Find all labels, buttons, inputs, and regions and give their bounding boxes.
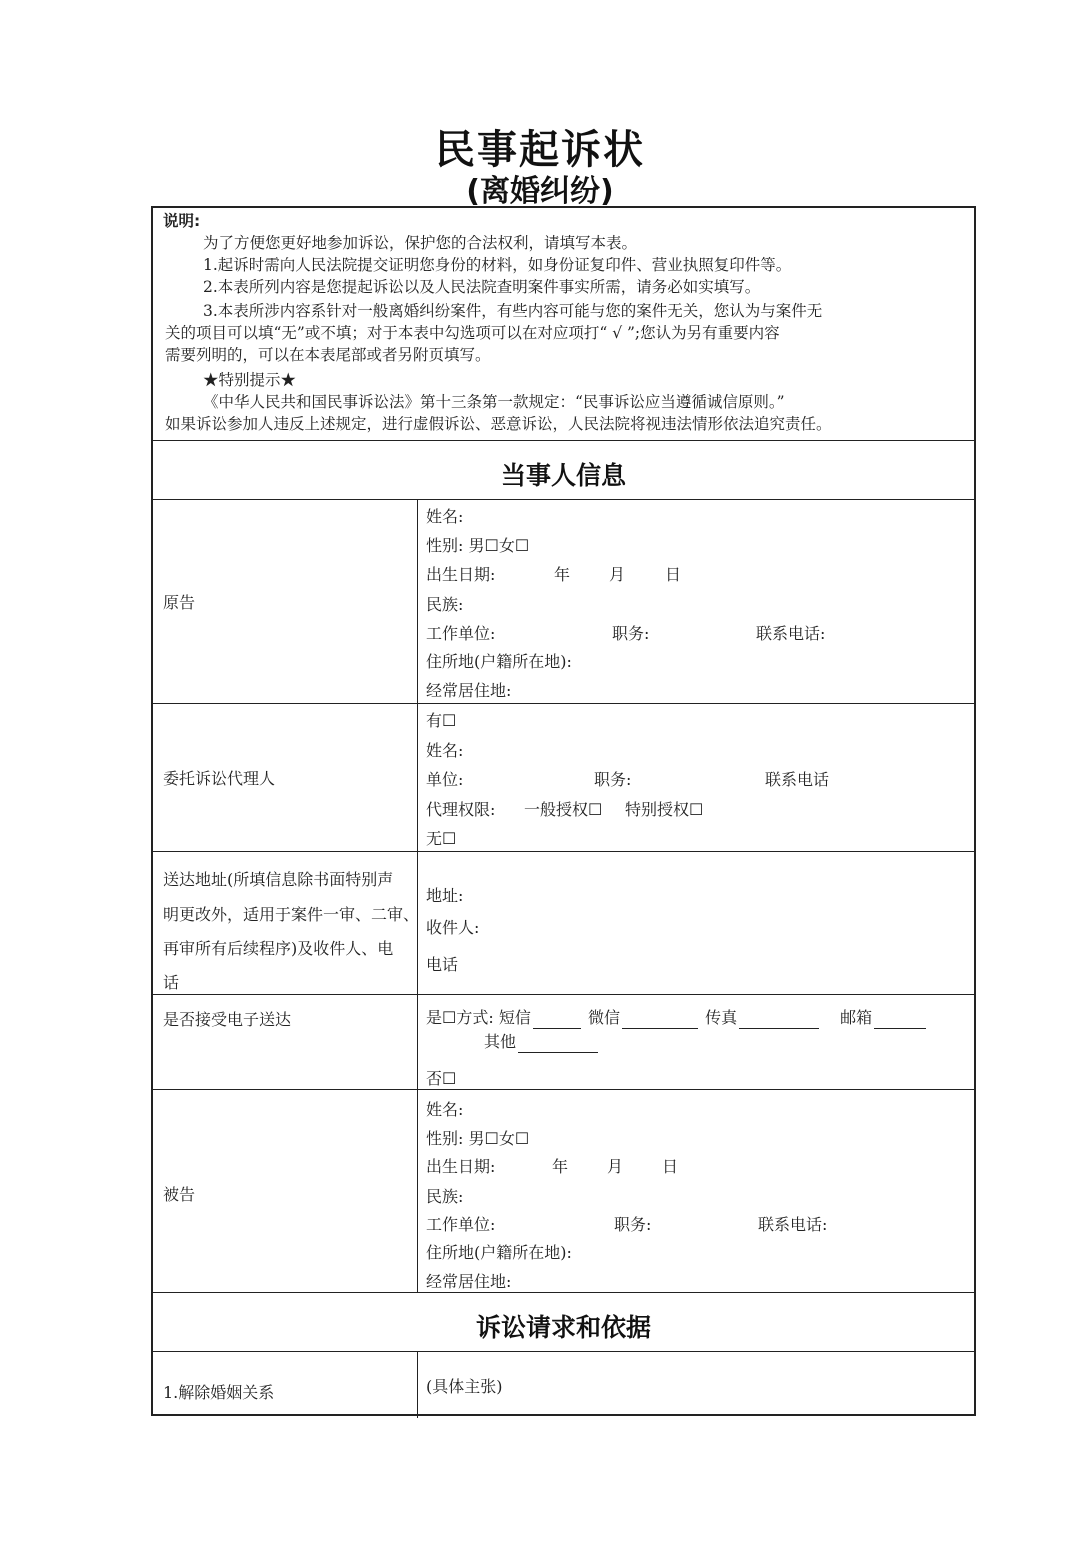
agent-authority-label: 代理权限: [426, 800, 496, 819]
defendant-gender-field[interactable]: 性别: 男☐女☐ [426, 1129, 530, 1148]
agent-position-field[interactable]: 职务: [594, 770, 632, 789]
defendant-ethnicity-field[interactable]: 民族: [426, 1187, 464, 1206]
document-subtitle: (离婚纠纷) [466, 174, 614, 209]
defendant-domicile-field[interactable]: 住所地(户籍所在地): [426, 1243, 572, 1262]
plaintiff-ethnicity-field[interactable]: 民族: [426, 595, 464, 614]
claim-1-label: 1.解除婚姻关系 [163, 1383, 275, 1402]
service-recipient-field[interactable]: 收件人: [426, 918, 480, 937]
defendant-name-field[interactable]: 姓名: [426, 1100, 464, 1119]
defendant-phone-field[interactable]: 联系电话: [758, 1215, 828, 1234]
service-address-field[interactable]: 地址: [426, 886, 464, 905]
divider [153, 1089, 974, 1090]
fax-input[interactable] [739, 1012, 819, 1029]
agent-general-authority-checkbox[interactable]: 一般授权☐ [524, 800, 603, 819]
defendant-birth-year[interactable]: 年 [552, 1157, 569, 1176]
plaintiff-birth-label: 出生日期: [426, 565, 496, 584]
plaintiff-domicile-field[interactable]: 住所地(户籍所在地): [426, 652, 572, 671]
instructions-heading: 说明: [163, 212, 201, 230]
electronic-no-checkbox[interactable]: 否☐ [426, 1069, 457, 1088]
divider [153, 1292, 974, 1293]
defendant-residence-field[interactable]: 经常居住地: [426, 1272, 512, 1291]
service-address-label: 明更改外，适用于案件一审、二审、 [163, 905, 420, 924]
plaintiff-gender-field[interactable]: 性别: 男☐女☐ [426, 536, 530, 555]
instructions-intro: 为了方便您更好地参加诉讼，保护您的合法权利，请填写本表。 [203, 234, 638, 252]
plaintiff-label: 原告 [163, 593, 196, 612]
agent-label: 委托诉讼代理人 [163, 769, 276, 788]
divider [153, 440, 974, 441]
plaintiff-name-field[interactable]: 姓名: [426, 507, 464, 526]
other-label: 其他 [484, 1032, 517, 1051]
divider [153, 994, 974, 995]
email-label: 邮箱 [840, 1008, 873, 1027]
section-title-party-info: 当事人信息 [500, 461, 626, 490]
document-title: 民事起诉状 [435, 127, 645, 173]
plaintiff-workplace-field[interactable]: 工作单位: [426, 624, 496, 643]
plaintiff-residence-field[interactable]: 经常居住地: [426, 681, 512, 700]
defendant-position-field[interactable]: 职务: [614, 1215, 652, 1234]
plaintiff-phone-field[interactable]: 联系电话: [756, 624, 826, 643]
special-notice-text: 《中华人民共和国民事诉讼法》第十三条第一款规定：“民事诉讼应当遵循诚信原则。” [203, 393, 785, 411]
agent-phone-field[interactable]: 联系电话 [765, 770, 830, 789]
fax-label: 传真 [705, 1008, 738, 1027]
wechat-label: 微信 [587, 1008, 620, 1027]
sms-label: 短信 [498, 1008, 531, 1027]
defendant-birth-label: 出生日期: [426, 1157, 496, 1176]
plaintiff-position-field[interactable]: 职务: [612, 624, 650, 643]
email-input[interactable] [874, 1012, 926, 1029]
instructions-item-2: 2.本表所列内容是您提起诉讼以及人民法院查明案件事实所需，请务必如实填写。 [203, 278, 761, 296]
service-phone-field[interactable]: 电话 [426, 955, 459, 974]
electronic-service-yes-row [426, 1007, 928, 1029]
electronic-other-row [484, 1031, 600, 1053]
service-address-label: 话 [163, 973, 180, 992]
column-divider [417, 1351, 418, 1418]
agent-special-authority-checkbox[interactable]: 特别授权☐ [625, 800, 704, 819]
electronic-yes-checkbox[interactable]: 是☐方式: [426, 1008, 494, 1027]
instructions-item-3: 3.本表所涉内容系针对一般离婚纠纷案件，有些内容可能与您的案件无关，您认为与案件无 [203, 302, 823, 320]
divider [153, 1351, 974, 1352]
other-input[interactable] [518, 1036, 598, 1053]
special-notice-text: 如果诉讼参加人违反上述规定，进行虚假诉讼、恶意诉讼，人民法院将视违法情形依法追究责任。 [165, 415, 832, 433]
agent-unit-field[interactable]: 单位: [426, 770, 464, 789]
service-address-label: 送达地址(所填信息除书面特别声 [163, 870, 394, 889]
plaintiff-birth-year[interactable]: 年 [554, 565, 571, 584]
defendant-workplace-field[interactable]: 工作单位: [426, 1215, 496, 1234]
service-address-label: 再审所有后续程序)及收件人、电 [163, 939, 394, 958]
section-title-claims: 诉讼请求和依据 [475, 1313, 651, 1342]
divider [153, 851, 974, 852]
instructions-item-3: 关的项目可以填“无”或不填；对于本表中勾选项可以在对应项打“ √ ”;您认为另有重要内容 [165, 324, 780, 342]
column-divider [417, 499, 418, 1292]
claim-1-input[interactable]: (具体主张) [426, 1377, 503, 1396]
special-notice-title: ★特别提示★ [203, 371, 297, 389]
complaint-form [151, 206, 976, 1416]
instructions-item-1: 1.起诉时需向人民法院提交证明您身份的材料，如身份证复印件、营业执照复印件等。 [203, 256, 792, 274]
defendant-birth-day[interactable]: 日 [662, 1157, 679, 1176]
agent-none-checkbox[interactable]: 无☐ [426, 829, 457, 848]
defendant-birth-month[interactable]: 月 [607, 1157, 624, 1176]
defendant-label: 被告 [163, 1185, 196, 1204]
wechat-input[interactable] [622, 1012, 698, 1029]
instructions-item-3: 需要列明的，可以在本表尾部或者另附页填写。 [165, 346, 491, 364]
divider [153, 703, 974, 704]
divider [153, 499, 974, 500]
electronic-service-label: 是否接受电子送达 [163, 1010, 292, 1029]
plaintiff-birth-day[interactable]: 日 [665, 565, 682, 584]
agent-has-checkbox[interactable]: 有☐ [426, 711, 457, 730]
plaintiff-birth-month[interactable]: 月 [609, 565, 626, 584]
sms-input[interactable] [533, 1012, 581, 1029]
agent-name-field[interactable]: 姓名: [426, 741, 464, 760]
